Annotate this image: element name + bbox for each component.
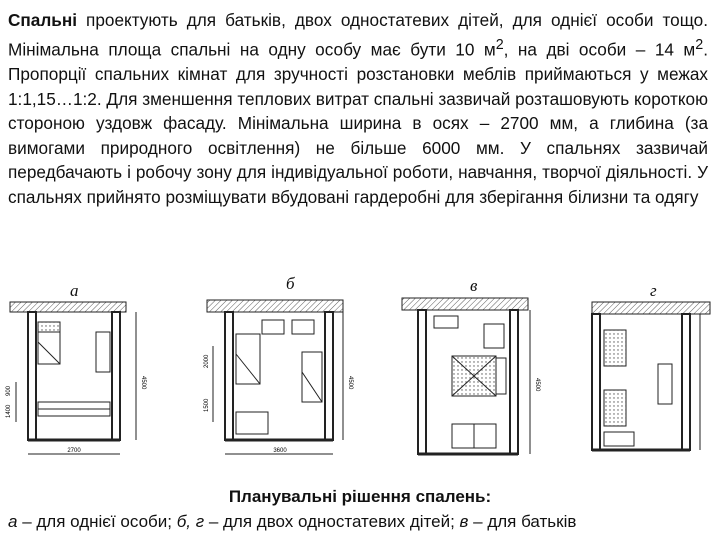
plan-b-wardrobe bbox=[236, 412, 268, 434]
plan-a bbox=[6, 302, 146, 454]
caption-text-c: – для батьків bbox=[468, 512, 577, 531]
caption-letter-b: б, г bbox=[176, 512, 205, 531]
plan-c-left-wall bbox=[418, 310, 426, 454]
plan-d-bed-2 bbox=[604, 390, 626, 426]
plan-a-side-dim-2: 1400 bbox=[6, 404, 12, 418]
plan-c-window-wall bbox=[402, 298, 528, 310]
paragraph-text-3: . Пропорції спальних кімнат для зручності розстановки меблів приймаються у межах 1:1,15…1:2. Для зменшення теплових витрат спальні зазвичай розташовують короткою стороною уздовж фасаду. Мінімальна ширина в осях – 2700 мм, а глибина (за вимогами природного освітлення) не більше 6000 мм. У спальнях зазвичай передбачають і робочу зону для індивідуальної роботи, навчання, творчої діяльності. У спальнях прийнято розміщувати вбудовані гардеробні для зберігання білизни та одягу bbox=[8, 39, 708, 207]
plan-d-left-wall bbox=[592, 314, 600, 450]
plan-b-side-dim-1: 2000 bbox=[204, 354, 210, 368]
plan-a-window-wall bbox=[10, 302, 126, 312]
plan-d-bed-1 bbox=[604, 330, 626, 366]
plan-d bbox=[592, 302, 710, 450]
plan-d-letter: г bbox=[650, 281, 657, 300]
plan-b-desk-1 bbox=[262, 320, 284, 334]
plan-c-letter: в bbox=[470, 276, 478, 295]
plan-d-window-wall bbox=[592, 302, 710, 314]
plan-a-width-dim: 2700 bbox=[67, 448, 81, 454]
paragraph-text-2: , на дві особи – 14 м bbox=[503, 39, 696, 60]
figure-caption-title: Планувальні рішення спалень: bbox=[228, 487, 492, 506]
caption-text-b: – для двох одностатевих дітей; bbox=[204, 512, 460, 531]
plan-b-desk-2 bbox=[292, 320, 314, 334]
plan-b-window-wall bbox=[207, 300, 343, 312]
plan-c-armchair bbox=[484, 324, 504, 348]
plan-b bbox=[204, 300, 353, 454]
paragraph-text-1: проектують для батьків, двох одностатевих дітей, для однієї особи тощо. Мінімальна площа спальні на одну особу має бути 10 м bbox=[8, 10, 708, 60]
plan-d-wardrobe bbox=[604, 432, 634, 446]
figure-caption-legend bbox=[8, 512, 718, 532]
plan-a-right-wall bbox=[112, 312, 120, 440]
plan-c-depth-dim: 4500 bbox=[534, 378, 540, 392]
plan-d-right-wall bbox=[682, 314, 690, 450]
plan-b-left-wall bbox=[225, 312, 233, 440]
plan-b-letter: б bbox=[286, 274, 295, 293]
plan-c-dresser bbox=[434, 316, 458, 328]
caption-text-a: – для однієї особи; bbox=[17, 512, 177, 531]
caption-letter-a: а bbox=[8, 512, 18, 531]
plan-c-right-wall bbox=[510, 310, 518, 454]
plan-b-right-wall bbox=[325, 312, 333, 440]
plan-b-width-dim: 3600 bbox=[273, 448, 287, 454]
plan-b-side-dim-2: 1500 bbox=[204, 398, 210, 412]
description-paragraph bbox=[8, 8, 708, 209]
plan-a-letter: а bbox=[70, 281, 79, 300]
floor-plans-figure bbox=[0, 272, 720, 482]
lead-term: Спальні bbox=[8, 10, 77, 30]
superscript-1: 2 bbox=[495, 36, 504, 53]
caption-letter-c: в bbox=[459, 512, 469, 531]
plan-a-desk bbox=[96, 332, 110, 372]
plan-a-side-dim-1: 900 bbox=[6, 385, 12, 396]
plan-d-desk bbox=[658, 364, 672, 404]
plan-a-left-wall bbox=[28, 312, 36, 440]
plan-c bbox=[402, 298, 540, 454]
superscript-2: 2 bbox=[695, 36, 704, 53]
plan-b-depth-dim: 4500 bbox=[347, 376, 353, 390]
plan-a-depth-dim: 4500 bbox=[140, 376, 146, 390]
